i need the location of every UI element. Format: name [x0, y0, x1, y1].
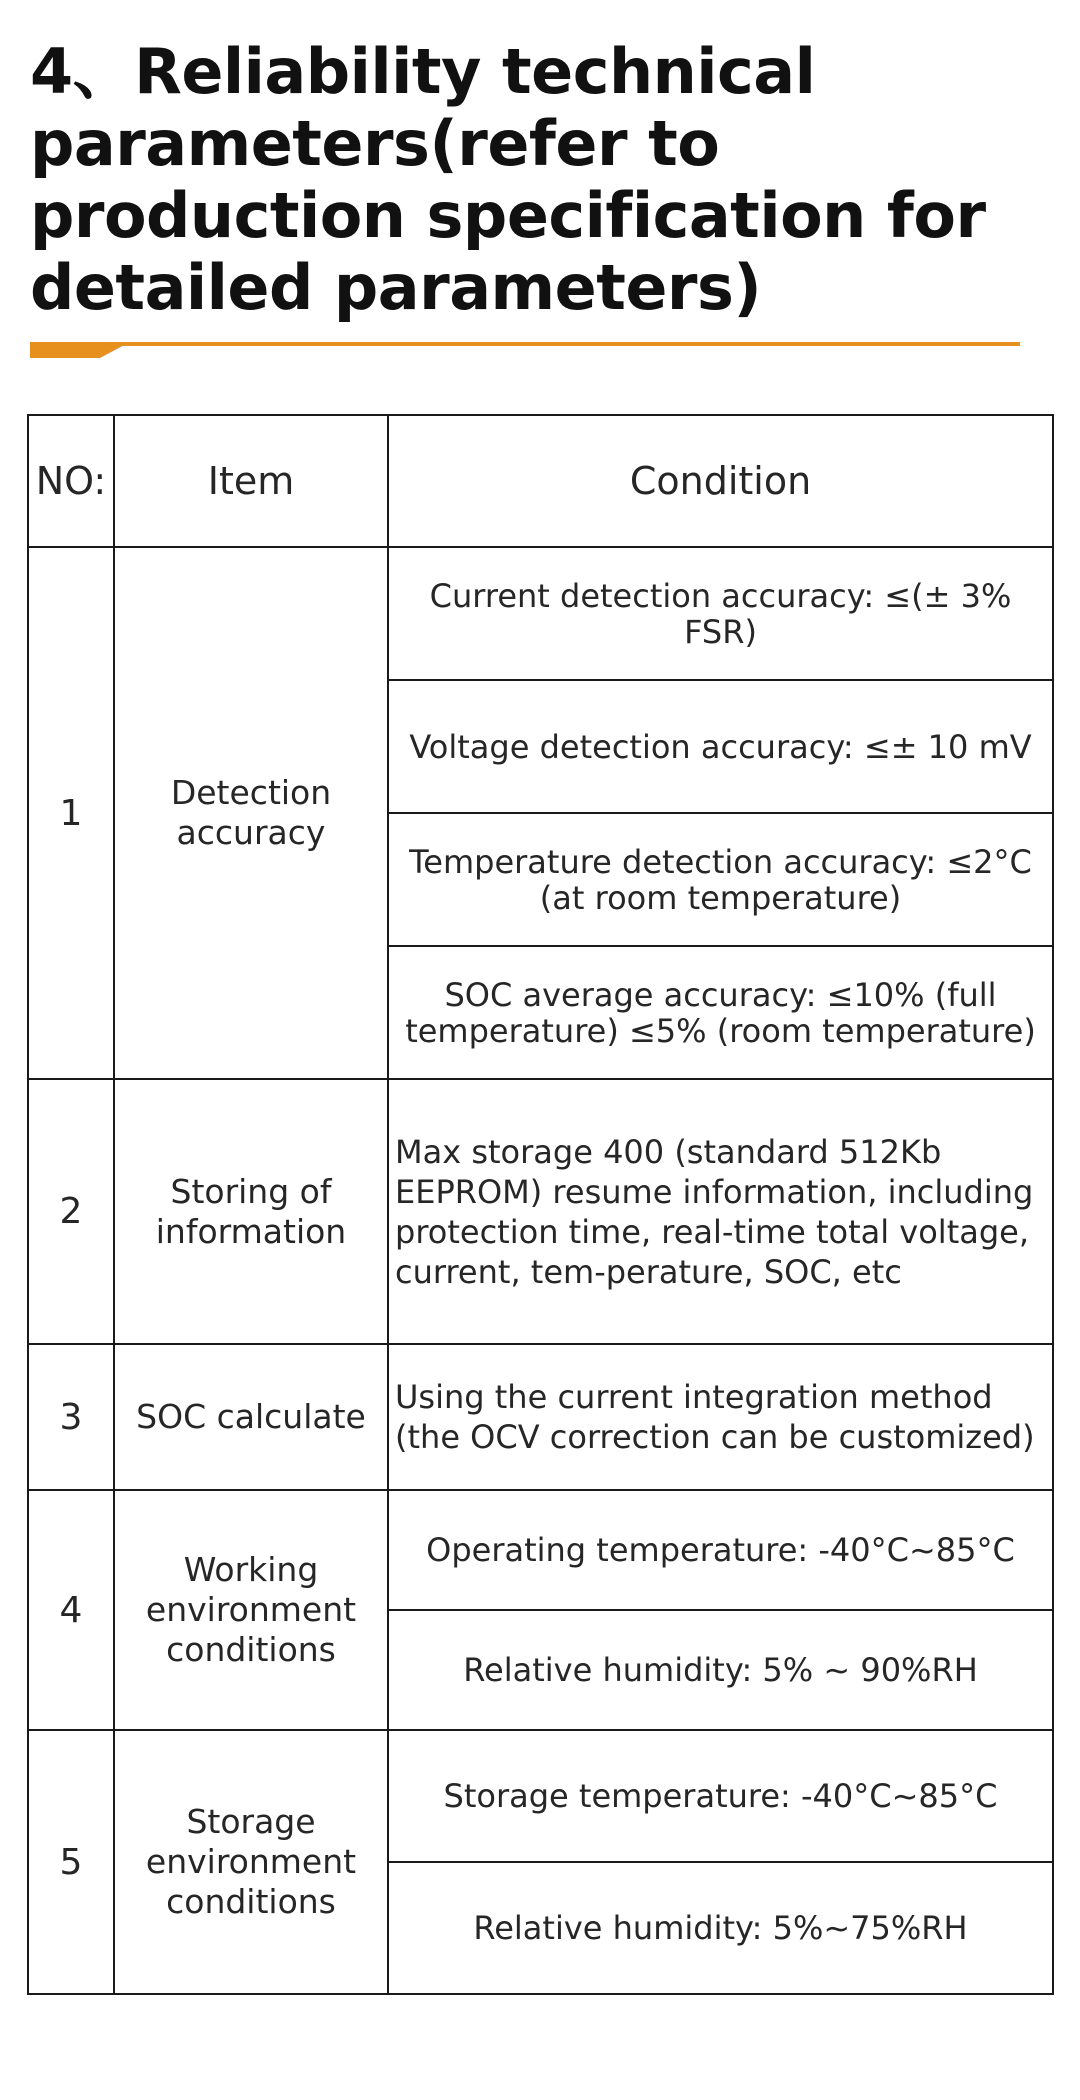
row-item: Working environment conditions	[114, 1490, 388, 1730]
row-condition: Storage temperature: -40°C~85°C	[388, 1730, 1053, 1862]
row-item: Detection accuracy	[114, 547, 388, 1079]
row-condition: Voltage detection accuracy: ≤± 10 mV	[388, 680, 1053, 813]
row-item: SOC calculate	[114, 1344, 388, 1490]
row-item: Storage environment conditions	[114, 1730, 388, 1994]
row-number: 4	[28, 1490, 114, 1730]
title-underline	[30, 340, 1020, 362]
header-condition: Condition	[388, 415, 1053, 547]
table-row	[28, 547, 1053, 680]
row-condition: Relative humidity: 5%~75%RH	[388, 1862, 1053, 1994]
underline-line	[30, 342, 1020, 346]
row-item: Storing of information	[114, 1079, 388, 1344]
reliability-parameters-table	[27, 414, 1054, 1995]
row-condition: Using the current integration method (the OCV correction can be customized)	[388, 1344, 1053, 1490]
row-condition: Operating temperature: -40°C~85°C	[388, 1490, 1053, 1610]
table-row	[28, 1079, 1053, 1344]
table-row	[28, 1730, 1053, 1862]
row-number: 3	[28, 1344, 114, 1490]
row-condition: Max storage 400 (standard 512Kb EEPROM) resume information, including protection time, real-time total voltage, current, tem-perature, SOC, etc	[388, 1079, 1053, 1344]
row-number: 2	[28, 1079, 114, 1344]
table-header-row	[28, 415, 1053, 547]
table-row	[28, 1344, 1053, 1490]
table-row	[28, 1490, 1053, 1610]
row-condition: SOC average accuracy: ≤10% (full temperature) ≤5% (room temperature)	[388, 946, 1053, 1079]
underline-tab	[30, 342, 130, 358]
row-number: 5	[28, 1730, 114, 1994]
row-condition: Current detection accuracy: ≤(± 3% FSR)	[388, 547, 1053, 680]
header-no: NO:	[28, 415, 114, 547]
row-condition: Temperature detection accuracy: ≤2°C (at room temperature)	[388, 813, 1053, 946]
row-condition: Relative humidity: 5% ~ 90%RH	[388, 1610, 1053, 1730]
row-number: 1	[28, 547, 114, 1079]
page-title: 4、Reliability technical parameters(refer to production specification for detailed parameters)	[30, 35, 986, 324]
header-item: Item	[114, 415, 388, 547]
